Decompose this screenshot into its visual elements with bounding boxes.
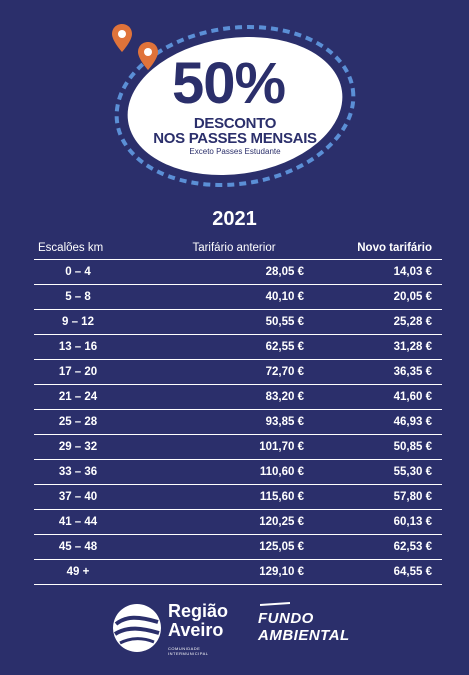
table-header	[34, 237, 442, 260]
cell-new: 62,53 €	[393, 541, 432, 553]
regiao-subtitle: COMUNIDADE INTERMUNICIPAL	[168, 646, 209, 656]
cell-km: 25 – 28	[58, 416, 98, 428]
header-previous-fare: Tarifário anterior	[192, 242, 276, 254]
table-row	[34, 360, 442, 385]
regiao-aveiro-logo	[112, 600, 232, 660]
cell-previous: 115,60 €	[259, 491, 304, 503]
cell-km: 37 – 40	[58, 491, 98, 503]
cell-new: 50,85 €	[393, 441, 432, 453]
cell-km: 21 – 24	[58, 391, 98, 403]
cell-new: 25,28 €	[393, 316, 432, 328]
location-pins-icon	[112, 24, 162, 74]
discount-percent: 50%	[172, 51, 286, 116]
cell-previous: 93,85 €	[265, 416, 304, 428]
cell-new: 36,35 €	[393, 366, 432, 378]
cell-previous: 129,10 €	[259, 566, 304, 578]
badge-title-line2: NOS PASSES MENSAIS	[153, 130, 317, 147]
table-row	[34, 435, 442, 460]
cell-km: 49 +	[66, 566, 90, 578]
fundo-text: FUNDO	[258, 610, 314, 627]
badge-note: Exceto Passes Estudante	[189, 147, 281, 156]
regiao-aveiro-emblem-icon	[112, 602, 162, 654]
table-row	[34, 310, 442, 335]
cell-km: 9 – 12	[62, 316, 94, 328]
table-row	[34, 385, 442, 410]
table-row	[34, 535, 442, 560]
cell-new: 31,28 €	[393, 341, 432, 353]
cell-new: 20,05 €	[393, 291, 432, 303]
cell-new: 14,03 €	[393, 266, 432, 278]
fundo-ambiental-logo	[258, 600, 368, 650]
cell-km: 0 – 4	[65, 266, 91, 278]
cell-km: 45 – 48	[58, 541, 98, 553]
cell-previous: 40,10 €	[265, 291, 304, 303]
cell-previous: 50,55 €	[265, 316, 304, 328]
table-body	[34, 260, 442, 585]
table-row	[34, 285, 442, 310]
cell-previous: 72,70 €	[265, 366, 304, 378]
fundo-ambiental-wordmark	[258, 610, 350, 644]
regiao-aveiro-wordmark	[168, 602, 228, 640]
header-new-fare: Novo tarifário	[357, 242, 432, 254]
fundo-ambiental-bar-icon	[260, 602, 290, 608]
regiao-text: Região	[168, 601, 229, 621]
table-row	[34, 260, 442, 285]
cell-km: 29 – 32	[58, 441, 98, 453]
year-heading: 2021	[212, 208, 257, 230]
cell-new: 55,30 €	[393, 466, 432, 478]
table-row	[34, 560, 442, 585]
cell-km: 13 – 16	[58, 341, 98, 353]
table-row	[34, 410, 442, 435]
cell-previous: 62,55 €	[265, 341, 304, 353]
cell-km: 17 – 20	[58, 366, 98, 378]
cell-new: 64,55 €	[393, 566, 432, 578]
cell-new: 41,60 €	[393, 391, 432, 403]
fare-table	[34, 237, 442, 585]
cell-previous: 83,20 €	[265, 391, 304, 403]
cell-previous: 28,05 €	[265, 266, 304, 278]
aveiro-text: Aveiro	[168, 620, 224, 640]
cell-km: 5 – 8	[65, 291, 91, 303]
cell-previous: 101,70 €	[259, 441, 304, 453]
discount-badge	[112, 24, 358, 188]
table-row	[34, 485, 442, 510]
ambiental-text: AMBIENTAL	[258, 627, 350, 644]
cell-previous: 120,25 €	[259, 516, 304, 528]
cell-km: 41 – 44	[58, 516, 98, 528]
cell-km: 33 – 36	[58, 466, 98, 478]
cell-new: 57,80 €	[393, 491, 432, 503]
cell-new: 60,13 €	[393, 516, 432, 528]
header-km: Escalões km	[38, 242, 104, 254]
cell-previous: 125,05 €	[259, 541, 304, 553]
table-row	[34, 335, 442, 360]
badge-title-line1: DESCONTO	[193, 115, 277, 132]
table-row	[34, 510, 442, 535]
cell-new: 46,93 €	[393, 416, 432, 428]
cell-previous: 110,60 €	[259, 466, 304, 478]
table-row	[34, 460, 442, 485]
